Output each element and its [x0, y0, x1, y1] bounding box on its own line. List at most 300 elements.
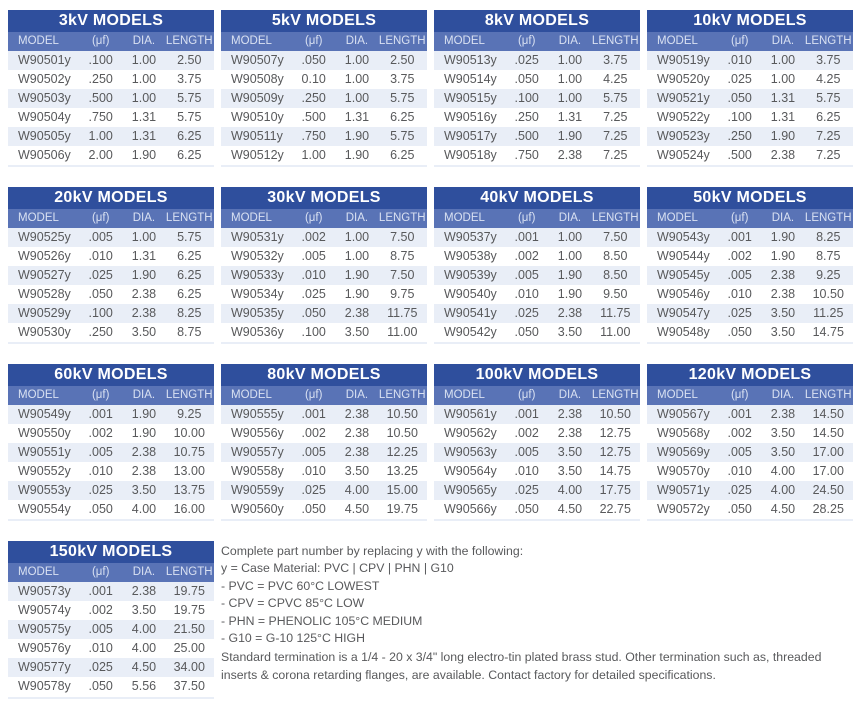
dia-cell: 2.38 — [344, 445, 370, 459]
table-title: 100kV MODELS — [434, 364, 640, 386]
uf-cell: .050 — [514, 325, 539, 339]
model-table-80kv-models — [221, 364, 427, 521]
uf-cell: .010 — [727, 53, 752, 67]
table-row — [434, 500, 640, 519]
length-cell: 22.75 — [599, 502, 631, 516]
dia-cell: 2.38 — [557, 426, 583, 440]
uf-cell: .005 — [727, 268, 752, 282]
uf-cell: .025 — [514, 483, 539, 497]
uf-cell: .005 — [514, 445, 539, 459]
dia-cell: 1.90 — [557, 268, 583, 282]
model-cell: W90569y — [657, 445, 710, 459]
column-header: MODEL — [18, 35, 59, 47]
uf-cell: .005 — [727, 445, 752, 459]
length-cell: 14.75 — [599, 464, 631, 478]
table-column-headers — [8, 32, 214, 51]
length-cell: 12.75 — [599, 426, 631, 440]
table-row — [8, 127, 214, 146]
length-cell: 8.75 — [390, 249, 415, 263]
length-cell: 11.00 — [600, 325, 631, 339]
dia-cell: 3.50 — [770, 445, 796, 459]
length-cell: 37.50 — [173, 679, 205, 693]
table-row — [221, 304, 427, 323]
column-header: LENGTH — [165, 566, 213, 578]
table-row — [8, 247, 214, 266]
column-header: (μf) — [91, 212, 110, 224]
model-cell: W90556y — [231, 426, 284, 440]
table-row — [434, 51, 640, 70]
table-row — [8, 500, 214, 519]
model-cell: W90515y — [444, 91, 497, 105]
uf-cell: .002 — [514, 249, 539, 263]
dia-cell: 3.50 — [770, 325, 796, 339]
dia-cell: 1.00 — [131, 53, 157, 67]
dia-cell: 3.50 — [131, 483, 157, 497]
model-cell: W90549y — [18, 407, 71, 421]
table-row — [8, 285, 214, 304]
column-header: MODEL — [18, 389, 59, 401]
dia-cell: 1.00 — [344, 91, 370, 105]
model-cell: W90526y — [18, 249, 71, 263]
uf-cell: .100 — [88, 306, 113, 320]
table-row — [434, 146, 640, 165]
table-row — [647, 424, 853, 443]
table-column-headers — [434, 32, 640, 51]
table-row — [8, 639, 214, 658]
column-header: DIA. — [771, 35, 795, 47]
model-cell: W90577y — [18, 660, 71, 674]
table-row — [8, 89, 214, 108]
table-row — [8, 462, 214, 481]
length-cell: 5.75 — [177, 230, 202, 244]
model-cell: W90520y — [657, 72, 710, 86]
model-cell: W90563y — [444, 445, 497, 459]
model-cell: W90568y — [657, 426, 710, 440]
uf-cell: .050 — [301, 53, 326, 67]
notes-block — [221, 541, 853, 699]
column-header: LENGTH — [165, 389, 213, 401]
length-cell: 6.25 — [177, 287, 202, 301]
table-row — [434, 266, 640, 285]
dia-cell: 1.90 — [344, 268, 370, 282]
model-cell: W90502y — [18, 72, 71, 86]
table-column-headers — [647, 209, 853, 228]
uf-cell: .002 — [727, 249, 752, 263]
dia-cell: 1.90 — [131, 148, 157, 162]
column-header: LENGTH — [378, 212, 426, 224]
model-cell: W90505y — [18, 129, 71, 143]
model-table-5kv-models — [221, 10, 427, 167]
uf-cell: .025 — [727, 306, 752, 320]
uf-cell: .001 — [514, 230, 539, 244]
dia-cell: 3.50 — [770, 426, 796, 440]
dia-cell: 1.00 — [131, 72, 157, 86]
column-header: DIA. — [558, 35, 582, 47]
length-cell: 17.00 — [812, 464, 844, 478]
table-title: 8kV MODELS — [434, 10, 640, 32]
model-cell: W90527y — [18, 268, 71, 282]
uf-cell: .010 — [727, 464, 752, 478]
length-cell: 8.25 — [177, 306, 202, 320]
column-header: MODEL — [657, 35, 698, 47]
table-row — [8, 70, 214, 89]
column-header: (μf) — [304, 389, 323, 401]
dia-cell: 4.50 — [344, 502, 370, 516]
uf-cell: .005 — [88, 622, 113, 636]
uf-cell: .002 — [301, 230, 326, 244]
table-row — [647, 228, 853, 247]
model-cell: W90517y — [444, 129, 497, 143]
uf-cell: .050 — [727, 325, 752, 339]
table-column-headers — [221, 209, 427, 228]
model-cell: W90516y — [444, 110, 497, 124]
table-column-headers — [8, 386, 214, 405]
table-row — [647, 443, 853, 462]
table-row — [8, 266, 214, 285]
model-cell: W90506y — [18, 148, 71, 162]
table-row — [647, 70, 853, 89]
material-option-pvc: - PVC = PVC 60°C LOWEST — [221, 578, 380, 593]
model-cell: W90542y — [444, 325, 497, 339]
length-cell: 8.75 — [177, 325, 202, 339]
model-cell: W90570y — [657, 464, 710, 478]
table-row — [8, 582, 214, 601]
uf-cell: .050 — [514, 72, 539, 86]
length-cell: 7.50 — [390, 268, 415, 282]
model-cell: W90538y — [444, 249, 497, 263]
model-cell: W90523y — [657, 129, 710, 143]
model-table-20kv-models — [8, 187, 214, 344]
dia-cell: 1.90 — [344, 129, 370, 143]
dia-cell: 2.38 — [131, 445, 157, 459]
column-header: DIA. — [132, 566, 156, 578]
dia-cell: 1.90 — [770, 129, 796, 143]
length-cell: 7.25 — [816, 129, 841, 143]
table-row — [434, 89, 640, 108]
dia-cell: 3.50 — [344, 464, 370, 478]
length-cell: 11.75 — [387, 306, 418, 320]
length-cell: 2.50 — [390, 53, 415, 67]
dia-cell: 3.50 — [557, 445, 583, 459]
table-row — [8, 620, 214, 639]
length-cell: 7.50 — [603, 230, 628, 244]
model-cell: W90524y — [657, 148, 710, 162]
uf-cell: .750 — [514, 148, 539, 162]
model-cell: W90503y — [18, 91, 71, 105]
model-cell: W90522y — [657, 110, 710, 124]
dia-cell: 4.50 — [131, 660, 157, 674]
column-header: (μf) — [517, 389, 536, 401]
table-row — [647, 266, 853, 285]
table-row — [434, 127, 640, 146]
length-cell: 6.25 — [816, 110, 841, 124]
dia-cell: 5.56 — [131, 679, 157, 693]
table-row — [8, 228, 214, 247]
model-cell: W90501y — [18, 53, 71, 67]
dia-cell: 3.50 — [131, 325, 157, 339]
length-cell: 24.50 — [812, 483, 844, 497]
table-row — [647, 247, 853, 266]
dia-cell: 2.38 — [770, 268, 796, 282]
length-cell: 3.75 — [177, 72, 202, 86]
uf-cell: .010 — [301, 464, 326, 478]
column-header: DIA. — [771, 212, 795, 224]
model-cell: W90544y — [657, 249, 710, 263]
column-header: DIA. — [771, 389, 795, 401]
length-cell: 9.50 — [603, 287, 628, 301]
model-cell: W90566y — [444, 502, 497, 516]
uf-cell: .025 — [88, 268, 113, 282]
uf-cell: .050 — [88, 287, 113, 301]
table-row — [434, 323, 640, 342]
uf-cell: 1.00 — [301, 148, 326, 162]
model-cell: W90558y — [231, 464, 284, 478]
length-cell: 13.75 — [173, 483, 205, 497]
column-header: (μf) — [730, 35, 749, 47]
model-cell: W90553y — [18, 483, 71, 497]
case-material-line: y = Case Material: PVC | CPV | PHN | G10 — [221, 561, 454, 576]
length-cell: 6.25 — [390, 148, 415, 162]
length-cell: 11.00 — [387, 325, 418, 339]
model-cell: W90541y — [444, 306, 497, 320]
uf-cell: .005 — [301, 249, 326, 263]
model-cell: W90510y — [231, 110, 284, 124]
dia-cell: 1.90 — [344, 287, 370, 301]
model-cell: W90539y — [444, 268, 497, 282]
length-cell: 19.75 — [386, 502, 418, 516]
length-cell: 21.50 — [173, 622, 205, 636]
model-cell: W90532y — [231, 249, 284, 263]
uf-cell: .250 — [727, 129, 752, 143]
table-row — [434, 70, 640, 89]
dia-cell: 4.50 — [557, 502, 583, 516]
dia-cell: 1.90 — [344, 148, 370, 162]
length-cell: 10.50 — [599, 407, 631, 421]
model-cell: W90554y — [18, 502, 71, 516]
uf-cell: .050 — [514, 502, 539, 516]
column-header: LENGTH — [378, 35, 426, 47]
column-header: LENGTH — [165, 35, 213, 47]
length-cell: 14.50 — [812, 407, 844, 421]
table-row — [434, 285, 640, 304]
column-header: MODEL — [18, 212, 59, 224]
table-row — [221, 228, 427, 247]
table-row — [8, 323, 214, 342]
uf-cell: .002 — [514, 426, 539, 440]
dia-cell: 1.31 — [131, 110, 157, 124]
uf-cell: .050 — [301, 502, 326, 516]
column-header: (μf) — [304, 212, 323, 224]
dia-cell: 3.50 — [557, 464, 583, 478]
length-cell: 10.50 — [812, 287, 844, 301]
uf-cell: .001 — [88, 407, 113, 421]
column-header: MODEL — [444, 35, 485, 47]
model-table-10kv-models — [647, 10, 853, 167]
model-cell: W90528y — [18, 287, 71, 301]
uf-cell: .250 — [88, 72, 113, 86]
column-header: MODEL — [231, 35, 272, 47]
uf-cell: .025 — [88, 660, 113, 674]
length-cell: 3.75 — [816, 53, 841, 67]
length-cell: 11.75 — [600, 306, 631, 320]
uf-cell: .100 — [88, 53, 113, 67]
model-table-100kv-models — [434, 364, 640, 521]
column-header: DIA. — [345, 212, 369, 224]
dia-cell: 4.00 — [131, 641, 157, 655]
model-cell: W90548y — [657, 325, 710, 339]
model-cell: W90507y — [231, 53, 284, 67]
column-header: MODEL — [231, 212, 272, 224]
table-row — [8, 677, 214, 696]
dia-cell: 1.90 — [770, 230, 796, 244]
uf-cell: 0.10 — [301, 72, 326, 86]
table-title: 30kV MODELS — [221, 187, 427, 209]
length-cell: 9.25 — [177, 407, 202, 421]
model-cell: W90533y — [231, 268, 284, 282]
table-row — [434, 247, 640, 266]
dia-cell: 2.38 — [557, 407, 583, 421]
dia-cell: 1.31 — [557, 110, 583, 124]
dia-cell: 4.00 — [557, 483, 583, 497]
model-cell: W90521y — [657, 91, 710, 105]
model-cell: W90559y — [231, 483, 284, 497]
column-header: (μf) — [91, 389, 110, 401]
column-header: DIA. — [132, 35, 156, 47]
uf-cell: .050 — [301, 306, 326, 320]
dia-cell: 1.90 — [131, 268, 157, 282]
model-cell: W90543y — [657, 230, 710, 244]
dia-cell: 1.00 — [131, 230, 157, 244]
model-table-3kv-models — [8, 10, 214, 167]
table-row — [8, 658, 214, 677]
model-cell: W90540y — [444, 287, 497, 301]
model-cell: W90545y — [657, 268, 710, 282]
model-cell: W90511y — [231, 129, 283, 143]
table-row — [221, 323, 427, 342]
length-cell: 19.75 — [173, 584, 205, 598]
model-table-150kv-models — [8, 541, 214, 699]
length-cell: 3.75 — [603, 53, 628, 67]
model-cell: W90504y — [18, 110, 71, 124]
table-row — [647, 500, 853, 519]
uf-cell: .025 — [301, 483, 326, 497]
model-cell: W90555y — [231, 407, 284, 421]
model-cell: W90573y — [18, 584, 71, 598]
length-cell: 3.75 — [390, 72, 415, 86]
length-cell: 10.75 — [173, 445, 205, 459]
length-cell: 6.25 — [177, 129, 202, 143]
model-cell: W90552y — [18, 464, 71, 478]
dia-cell: 3.50 — [770, 306, 796, 320]
uf-cell: .025 — [88, 483, 113, 497]
uf-cell: .250 — [514, 110, 539, 124]
column-header: MODEL — [444, 389, 485, 401]
model-cell: W90578y — [18, 679, 71, 693]
table-row — [221, 146, 427, 165]
termination-note: Standard termination is a 1/4 - 20 x 3/4" long electro-tin plated brass stud. Other termination such as, threaded inserts & corona retarding flanges, are available. Contact factory for detailed specifications. — [221, 649, 822, 683]
length-cell: 28.25 — [812, 502, 844, 516]
uf-cell: .005 — [88, 230, 113, 244]
table-row — [647, 323, 853, 342]
material-option-g10: - G10 = G-10 125°C HIGH — [221, 631, 365, 646]
uf-cell: .025 — [514, 53, 539, 67]
column-header: LENGTH — [378, 389, 426, 401]
dia-cell: 2.38 — [770, 148, 796, 162]
column-header: (μf) — [730, 389, 749, 401]
uf-cell: 2.00 — [88, 148, 113, 162]
length-cell: 13.25 — [386, 464, 418, 478]
column-header: DIA. — [132, 212, 156, 224]
table-row — [8, 304, 214, 323]
length-cell: 7.25 — [603, 148, 628, 162]
dia-cell: 4.50 — [770, 502, 796, 516]
model-cell: W90546y — [657, 287, 710, 301]
length-cell: 14.75 — [812, 325, 844, 339]
uf-cell: .010 — [514, 287, 539, 301]
models-table-grid — [8, 10, 853, 699]
model-cell: W90561y — [444, 407, 497, 421]
uf-cell: .010 — [88, 249, 113, 263]
table-row — [647, 51, 853, 70]
length-cell: 8.25 — [816, 230, 841, 244]
table-row — [8, 51, 214, 70]
model-cell: W90564y — [444, 464, 497, 478]
table-row — [221, 462, 427, 481]
dia-cell: 1.00 — [557, 53, 583, 67]
length-cell: 17.75 — [599, 483, 631, 497]
uf-cell: .010 — [514, 464, 539, 478]
table-row — [221, 405, 427, 424]
dia-cell: 2.38 — [131, 464, 157, 478]
table-row — [221, 89, 427, 108]
table-row — [221, 443, 427, 462]
table-row — [221, 266, 427, 285]
table-row — [8, 443, 214, 462]
table-row — [434, 304, 640, 323]
uf-cell: .025 — [301, 287, 326, 301]
length-cell: 5.75 — [603, 91, 628, 105]
dia-cell: 2.38 — [131, 306, 157, 320]
length-cell: 10.50 — [386, 426, 418, 440]
model-cell: W90531y — [231, 230, 284, 244]
uf-cell: .005 — [88, 445, 113, 459]
model-cell: W90560y — [231, 502, 284, 516]
column-header: DIA. — [345, 35, 369, 47]
dia-cell: 2.38 — [557, 306, 583, 320]
model-table-30kv-models — [221, 187, 427, 344]
dia-cell: 2.38 — [131, 287, 157, 301]
table-row — [221, 500, 427, 519]
table-row — [647, 405, 853, 424]
column-header: DIA. — [558, 212, 582, 224]
dia-cell: 2.38 — [344, 426, 370, 440]
length-cell: 7.25 — [816, 148, 841, 162]
model-cell: W90536y — [231, 325, 284, 339]
dia-cell: 1.00 — [770, 53, 796, 67]
length-cell: 13.00 — [173, 464, 205, 478]
table-row — [647, 304, 853, 323]
uf-cell: .010 — [301, 268, 326, 282]
table-column-headers — [221, 32, 427, 51]
column-header: (μf) — [91, 35, 110, 47]
table-title: 3kV MODELS — [8, 10, 214, 32]
dia-cell: 1.00 — [557, 72, 583, 86]
dia-cell: 1.00 — [344, 249, 370, 263]
table-row — [434, 481, 640, 500]
table-row — [434, 424, 640, 443]
column-header: LENGTH — [591, 35, 639, 47]
length-cell: 12.25 — [386, 445, 418, 459]
